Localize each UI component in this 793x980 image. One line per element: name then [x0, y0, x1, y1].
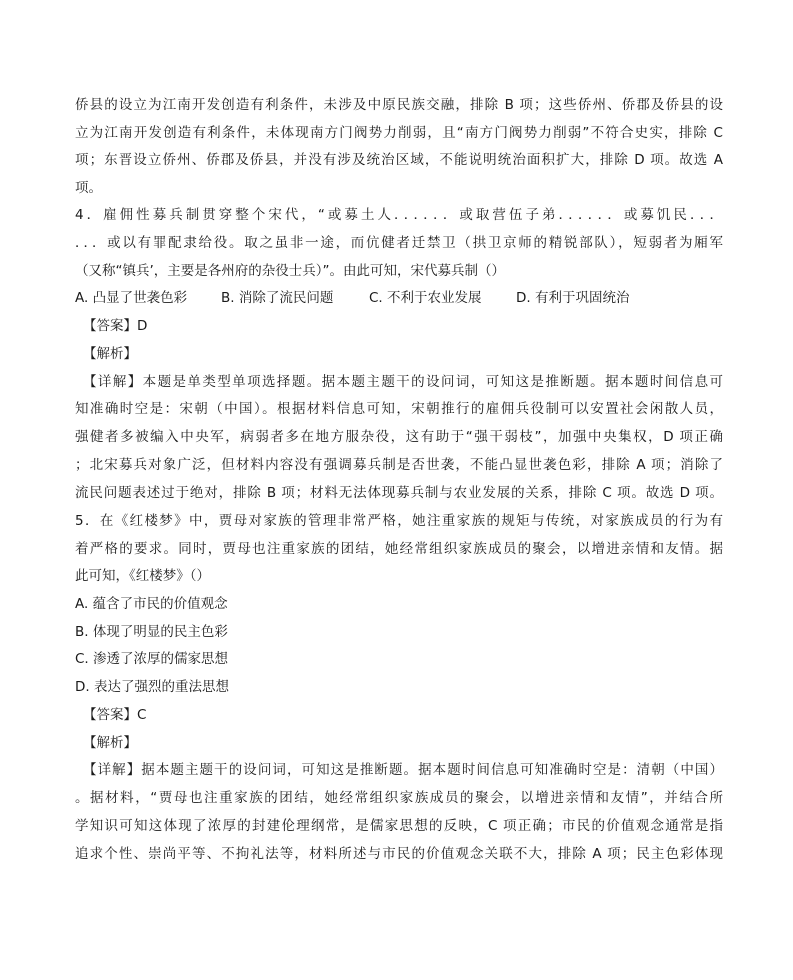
q5-stem-line-3: 此可知，《红楼梦》（）	[75, 568, 210, 584]
q5-option-c: C. 渗透了浓厚的儒家思想	[75, 651, 229, 667]
q4-stem-line-2: ．．．或以有罪配隶给役。取之虽非一途，而伉健者迁禁卫（拱卫京师的精锐部队），短弱者为厢军	[75, 235, 723, 251]
q4-detail-line-2: 知准确时空是：宋朝（中国）。根据材料信息可知，宋朝推行的雇佣兵役制可以安置社会闲散人员，	[75, 401, 723, 417]
q5-detail-line-1: 【详解】据本题主题干的设问词，可知这是推断题。据本题时间信息可知准确时空是：清朝（中国）	[83, 762, 723, 778]
q4-detail-line-3: 强健者多被编入中央军，病弱者多在地方服杂役，这有助于“强干弱枝”，加强中央集权，D 项正确	[75, 429, 723, 445]
q3-analysis-line-3: 项；东晋设立侨州、侨郡及侨县，并没有涉及统治区域，不能说明统治面积扩大，排除 D 项。故选 A	[75, 152, 723, 168]
q4-analysis-label: 【解析】	[83, 346, 137, 362]
q4-detail-line-1: 【详解】本题是单类型单项选择题。据本题主题干的设问词，可知这是推断题。据本题时间信息可	[83, 374, 723, 390]
q4-option-a: A. 凸显了世袭色彩	[75, 290, 188, 306]
q3-analysis-line-1: 侨县的设立为江南开发创造有利条件，未涉及中原民族交融，排除 B 项；这些侨州、侨郡及侨县的设	[75, 97, 723, 113]
q4-stem-line-3: （又称“镇兵’，主要是各州府的杂役士兵）”。由此可知，宋代募兵制（）	[75, 263, 506, 279]
q4-detail-line-5: 流民问题表述过于绝对，排除 B 项；材料无法体现募兵制与农业发展的关系，排除 C 项。故选 D 项。	[75, 485, 723, 501]
q3-analysis-line-4: 项。	[75, 180, 102, 196]
q4-option-c: C. 不利于农业发展	[369, 290, 482, 306]
q5-detail-line-2: 。据材料，“贾母也注重家族的团结，她经常组织家族成员的聚会，以增进亲情和友情”，并结合所	[75, 790, 723, 806]
q3-analysis-line-2: 立为江南开发创造有利条件，未体现南方门阀势力削弱，且“南方门阀势力削弱”不符合史实，排除 C	[75, 125, 723, 141]
q5-option-b: B. 体现了明显的民主色彩	[75, 624, 228, 640]
q4-options	[75, 286, 715, 310]
q4-detail-line-4: ；北宋募兵对象广泛，但材料内容没有强调募兵制是否世袭，不能凸显世袭色彩，排除 A 项；消除了	[75, 457, 723, 473]
q4-option-d: D. 有利于巩固统治	[516, 290, 630, 306]
q4-answer: 【答案】D	[83, 318, 148, 334]
q4-stem-line-1: 4．雇佣性募兵制贯穿整个宋代，“或募土人．．．．．．或取营伍子弟．．．．．．或募饥民．．．	[75, 207, 723, 223]
q5-option-a: A. 蕴含了市民的价值观念	[75, 596, 228, 612]
q5-analysis-label: 【解析】	[83, 735, 137, 751]
q5-option-d: D. 表达了强烈的重法思想	[75, 679, 229, 695]
q5-stem-line-2: 着严格的要求。同时，贾母也注重家族的团结，她经常组织家族成员的聚会，以增进亲情和友情。据	[75, 541, 723, 557]
q4-option-b: B. 消除了流民问题	[221, 290, 334, 306]
q5-answer: 【答案】C	[83, 707, 147, 723]
q5-detail-line-4: 追求个性、崇尚平等、不拘礼法等，材料所述与市民的价值观念关联不大，排除 A 项；民主色彩体现	[75, 846, 723, 862]
q5-stem-line-1: 5．在《红楼梦》中，贾母对家族的管理非常严格，她注重家族的规矩与传统，对家族成员的行为有	[75, 513, 723, 529]
q5-detail-line-3: 学知识可知这体现了浓厚的封建伦理纲常，是儒家思想的反映，C 项正确；市民的价值观念通常是指	[75, 818, 723, 834]
